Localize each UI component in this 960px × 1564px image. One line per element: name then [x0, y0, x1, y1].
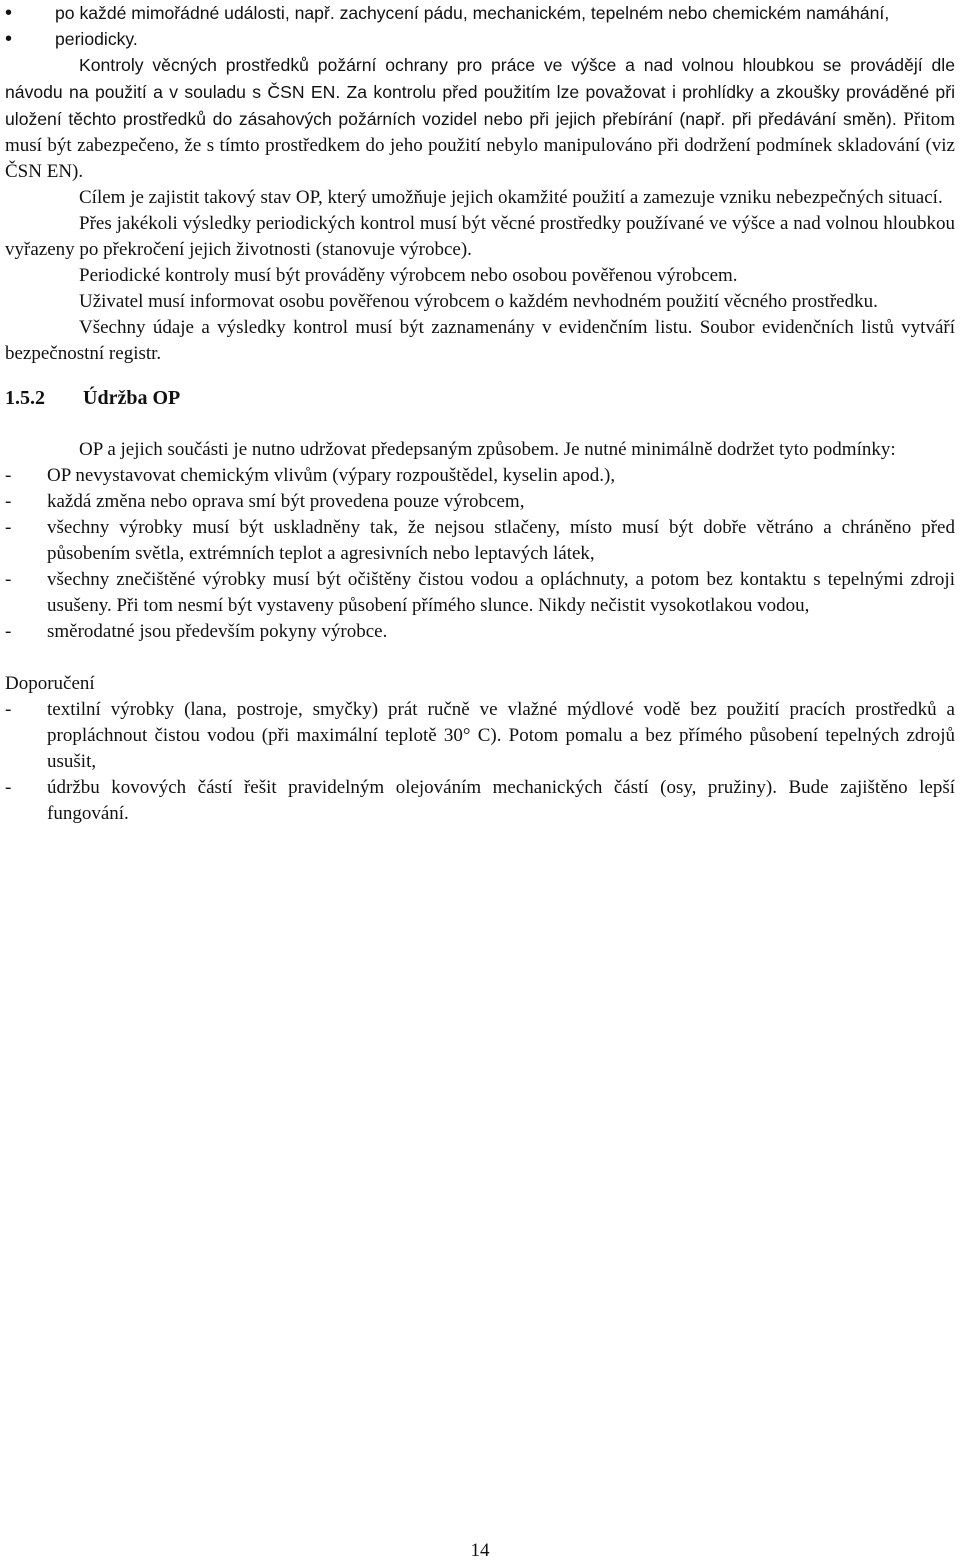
- paragraph-vsechny: Všechny údaje a výsledky kontrol musí být zaznamenány v evidenčním listu. Soubor evidenčních listů vytváří bezpečnostní registr.: [5, 317, 955, 364]
- dash-icon: -: [5, 491, 12, 512]
- paragraph-uzivatel: Uživatel musí informovat osobu pověřenou výrobcem o každém nevhodném použití věcného prostředku.: [79, 291, 878, 312]
- bullet-dot-icon: •: [5, 2, 13, 24]
- bullet-item: [5, 0, 955, 26]
- section-intro: OP a jejich součásti je nutno udržovat předepsaným způsobem. Je nutné minimálně dodržet tyto podmínky:: [79, 439, 896, 460]
- paragraph-text: Za kontrolu před použitím lze považovat i prohlídky a zkoušky prováděné při uložení těchto prostředků do zásahových požárních vozidel nebo při jejich přebírání (např. při předávání směn).: [5, 82, 955, 129]
- section-heading: [5, 385, 955, 411]
- section-title: Údržba OP: [83, 387, 181, 409]
- list-item-text: každá změna nebo oprava smí být provedena pouze výrobcem,: [47, 491, 525, 512]
- maintenance-list: [5, 463, 955, 645]
- list-item-text: OP nevystavovat chemickým vlivům (výpary rozpouštědel, kyselin apod.),: [47, 465, 616, 486]
- list-item: [5, 463, 955, 489]
- page-number: 14: [470, 1540, 490, 1561]
- dash-icon: -: [5, 569, 12, 590]
- list-item-text: všechny výrobky musí být uskladněny tak, že nejsou stlačeny, místo musí být dobře větráno a chráněno před působením světla, extrémních teplot a agresivních nebo leptavých látek,: [47, 517, 955, 564]
- list-item: [5, 697, 955, 775]
- dash-icon: -: [5, 777, 12, 798]
- bullet-list: [5, 0, 955, 52]
- recommendation-list: [5, 697, 955, 827]
- recommendation-title: Doporučení: [5, 673, 95, 694]
- bullet-item: [5, 26, 955, 52]
- bullet-text: periodicky.: [55, 29, 138, 49]
- dash-icon: -: [5, 465, 12, 486]
- paragraph-pres: Přes jakékoli výsledky periodických kontrol musí být věcné prostředky používané ve výšce a nad volnou hloubkou vyřazeny po překročení jejich životnosti (stanovuje výrobce).: [5, 213, 955, 260]
- dash-icon: -: [5, 621, 12, 642]
- document-page: [5, 0, 955, 827]
- paragraph-text: Přitom musí být zabezpečeno, že s tímto prostředkem do jeho použití nebylo manipulováno při dodržení podmínek skladování (viz ČSN EN).: [5, 109, 955, 182]
- list-item-text: údržbu kovových částí řešit pravidelným olejováním mechanických částí (osy, pružiny). Bude zajištěno lepší fungování.: [47, 777, 955, 824]
- paragraph-cilem: Cílem je zajistit takový stav OP, který umožňuje jejich okamžité použití a zamezuje vzniku nebezpečných situací.: [79, 187, 943, 208]
- list-item: [5, 515, 955, 567]
- list-item-text: textilní výrobky (lana, postroje, smyčky) prát ručně ve vlažné mýdlové vodě bez použití pracích prostředků a propláchnout čistou vodou (při maximální teplotě 30° C). Potom pomalu a bez přímého působení tepelných zdrojů usušit,: [47, 699, 955, 772]
- list-item: [5, 619, 955, 645]
- dash-icon: -: [5, 699, 12, 720]
- list-item: [5, 775, 955, 827]
- list-item-text: všechny znečištěné výrobky musí být očištěny čistou vodou a opláchnuty, a potom bez kontaktu s tepelnými zdroji usušeny. Při tom nesmí být vystaveny působení přímého slunce. Nikdy nečistit vysokotlakou vodou,: [47, 569, 955, 616]
- list-item: [5, 567, 955, 619]
- bullet-dot-icon: •: [5, 28, 13, 50]
- section-number: 1.5.2: [5, 387, 45, 409]
- list-item: [5, 489, 955, 515]
- paragraph-kontroly: [5, 52, 955, 185]
- paragraph-periodicke: Periodické kontroly musí být prováděny výrobcem nebo osobou pověřenou výrobcem.: [79, 265, 738, 286]
- paragraph-text: Kontroly věcných prostředků požární ochrany pro práce ve výšce a nad volnou hloubkou se provádějí dle návodu na použití a v souladu s ČSN EN.: [5, 55, 955, 102]
- dash-icon: -: [5, 517, 12, 538]
- bullet-text: po každé mimořádné události, např. zachycení pádu, mechanickém, tepelném nebo chemickém namáhání,: [55, 3, 890, 23]
- list-item-text: směrodatné jsou především pokyny výrobce.: [47, 621, 388, 642]
